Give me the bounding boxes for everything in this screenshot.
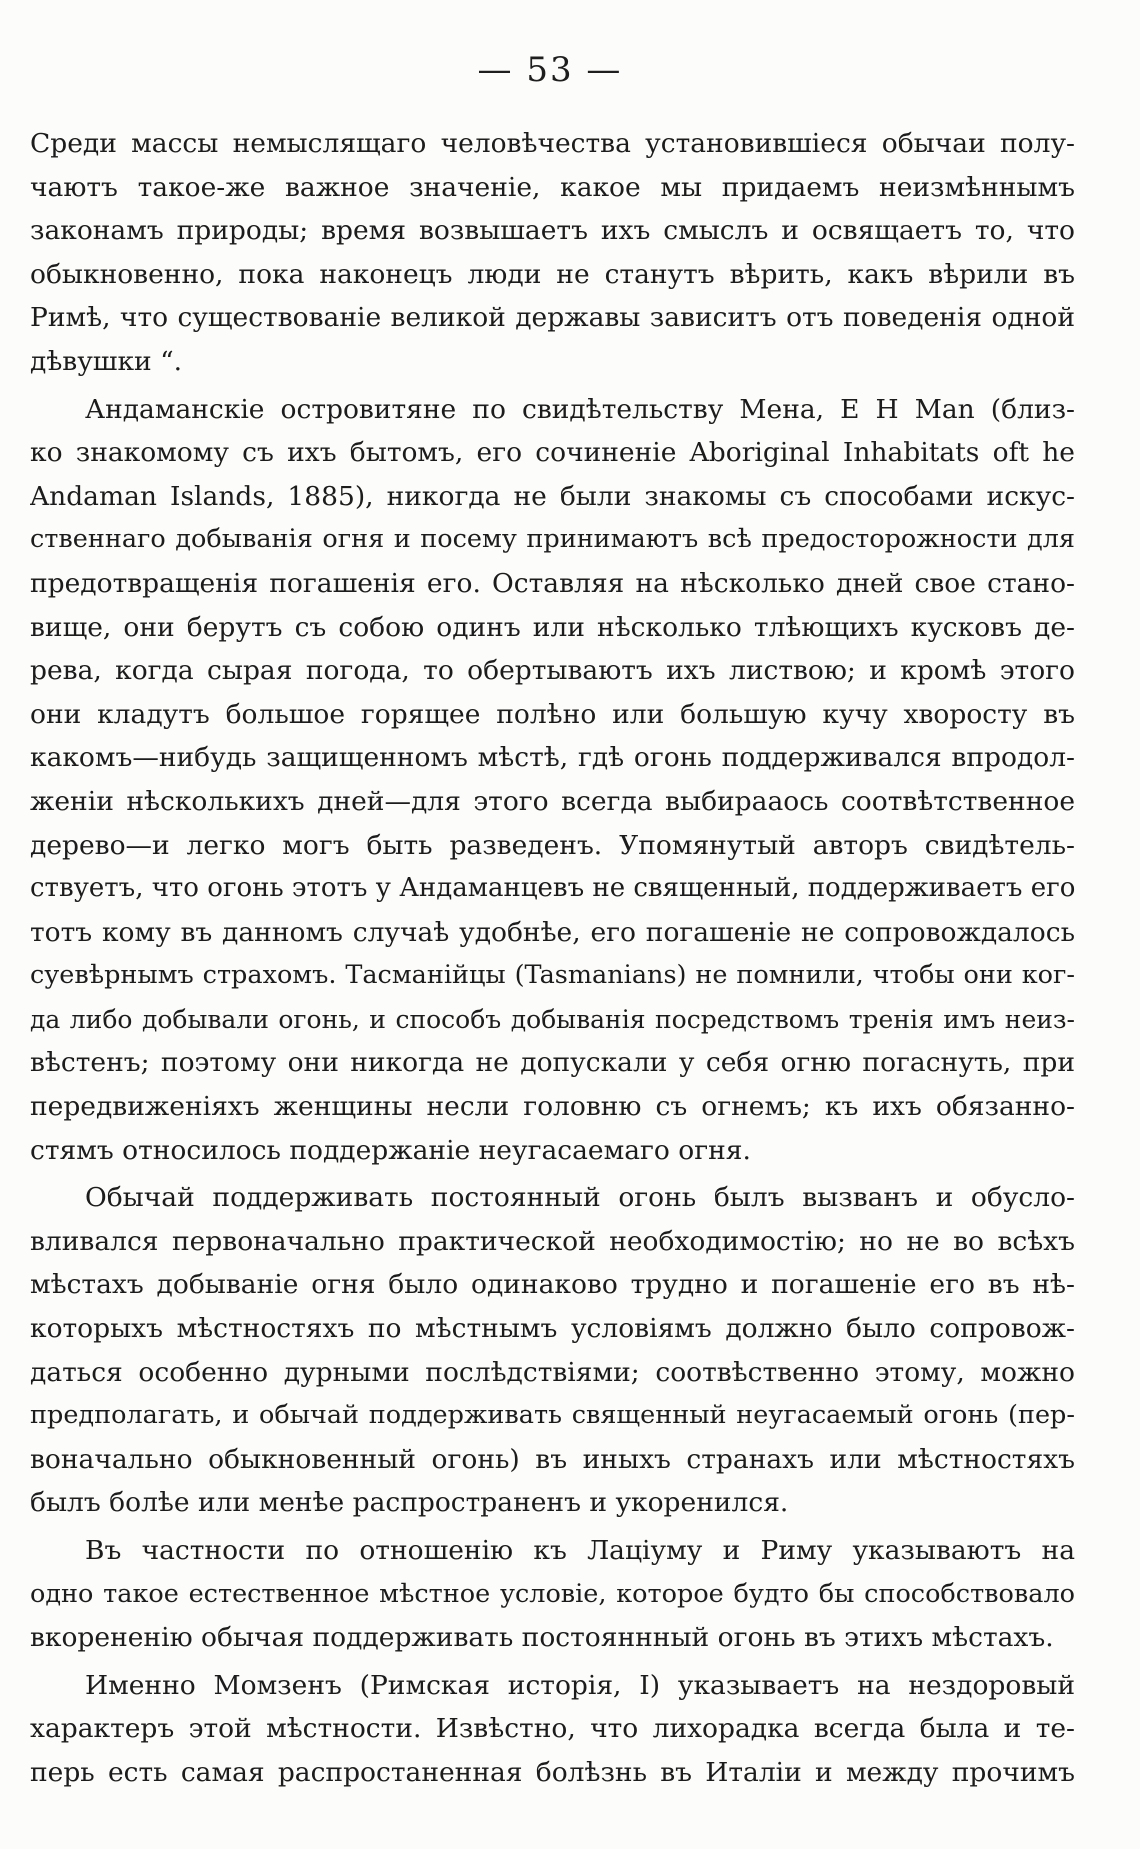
paragraph (30, 1664, 1075, 1795)
text-line: стямъ относилось поддержаніе неугасаемаго огня. (30, 1134, 751, 1166)
paragraph (30, 388, 1075, 1173)
text-line: Въ частности по отношенію къ Лаціуму и Риму указываютъ на (85, 1535, 1075, 1566)
text-line: тотъ кому въ данномъ случаѣ удобнѣе, его погашеніе не сопровождалось (30, 916, 1075, 948)
text-line: обыкновенно, пока наконецъ люди не станутъ вѣрить, какъ вѣрили въ (30, 258, 1075, 290)
text-line: да либо добывали огонь, и способъ добыванія посредствомъ тренія имъ неиз- (30, 1004, 1075, 1034)
text-line: они кладутъ большое горящее полѣно или большую кучу хворосту въ (30, 698, 1075, 730)
text-line: одно такое естественное мѣстное условіе, которое будто бы способствовало (30, 1578, 1075, 1609)
text-line: Andaman Islands, 1885), никогда не были знакомы съ способами искус- (30, 480, 1075, 512)
text-line: перь есть самая распростаненная болѣзнь въ Италіи и между прочимъ (30, 1756, 1075, 1788)
text-line: чаютъ такое-же важное значеніе, какое мы придаемъ неизмѣннымъ (30, 171, 1075, 203)
text-line: рева, когда сырая погода, то обертываютъ ихъ листвою; и кромѣ этого (30, 655, 1075, 687)
text-line: предполагать, и обычай поддерживать священный неугасаемый огонь (пер- (30, 1400, 1075, 1431)
text-line: вище, они берутъ съ собою одинъ или нѣсколько тлѣющихъ кусковъ де- (30, 611, 1075, 643)
text-line: мѣстахъ добываніе огня было одинаково трудно и погашеніе его въ нѣ- (30, 1269, 1075, 1301)
text-line: вѣстенъ; поэтому они никогда не допускали у себя огню погаснуть, при (30, 1047, 1075, 1079)
paragraph (30, 1529, 1075, 1660)
text-line: даться особенно дурными послѣдствіями; соотвѣственно этому, можно (30, 1356, 1075, 1388)
text-line: ко знакомому съ ихъ бытомъ, его сочиненіе Aboriginal Inhabitats oft he (30, 437, 1075, 469)
text-line: какомъ—нибудь защищенномъ мѣстѣ, гдѣ огонь поддерживался впродол- (30, 742, 1075, 774)
text-line: воначально обыкновенный огонь) въ иныхъ странахъ или мѣстностяхъ (30, 1443, 1075, 1475)
text-line: Обычай поддерживать постоянный огонь былъ вызванъ и обусло- (85, 1182, 1075, 1214)
text-line: ственнаго добыванія огня и посему принимаютъ всѣ предосторожности для (30, 524, 1075, 555)
paragraph (30, 122, 1075, 384)
text-line: Римѣ, что существованіе великой державы зависитъ отъ поведенія одной (30, 302, 1075, 334)
text-line: Андаманскіе островитяне по свидѣтельству Мена, E H Man (близ- (85, 393, 1075, 425)
text-line: Среди массы немыслящаго человѣчества установившіеся обычаи полу- (30, 128, 1075, 159)
text-line: былъ болѣе или менѣе распространенъ и укоренился. (30, 1487, 789, 1519)
text-line: Именно Момзенъ (Римская исторія, I) указываетъ на нездоровый (85, 1669, 1075, 1701)
text-line: ствуетъ, что огонь этотъ у Андаманцевъ не священный, поддерживаетъ его (30, 873, 1075, 904)
text-line: которыхъ мѣстностяхъ по мѣстнымъ условіямъ должно было сопровож- (30, 1313, 1075, 1345)
text-line: дѣвушки “. (30, 345, 183, 377)
paragraph (30, 1176, 1075, 1525)
text-line: женіи нѣсколькихъ дней—для этого всегда выбирааось соотвѣтственное (30, 785, 1075, 817)
page-number: — 53 — (477, 50, 623, 90)
text-line: вкорененію обычая поддерживать постояннный огонь въ этихъ мѣстахъ. (30, 1622, 1054, 1654)
text-line: дерево—и легко могъ быть разведенъ. Упомянутый авторъ свидѣтель- (30, 829, 1075, 861)
text-line: предотвращенія погашенія его. Оставляя на нѣсколько дней свое стано- (30, 567, 1075, 599)
text-line: передвиженіяхъ женщины несли головню съ огнемъ; къ ихъ обязанно- (30, 1091, 1075, 1123)
page-body (30, 122, 1075, 1799)
text-line: законамъ природы; время возвышаетъ ихъ смыслъ и освящаетъ то, что (30, 215, 1075, 247)
text-line: суевѣрнымъ страхомъ. Тасманійцы (Tasmanians) не помнили, чтобы они ког- (30, 960, 1075, 991)
text-line: вливался первоначально практической необходимостію; но не во всѣхъ (30, 1225, 1075, 1257)
text-line: характеръ этой мѣстности. Извѣстно, что лихорадка всегда была и те- (30, 1713, 1075, 1745)
